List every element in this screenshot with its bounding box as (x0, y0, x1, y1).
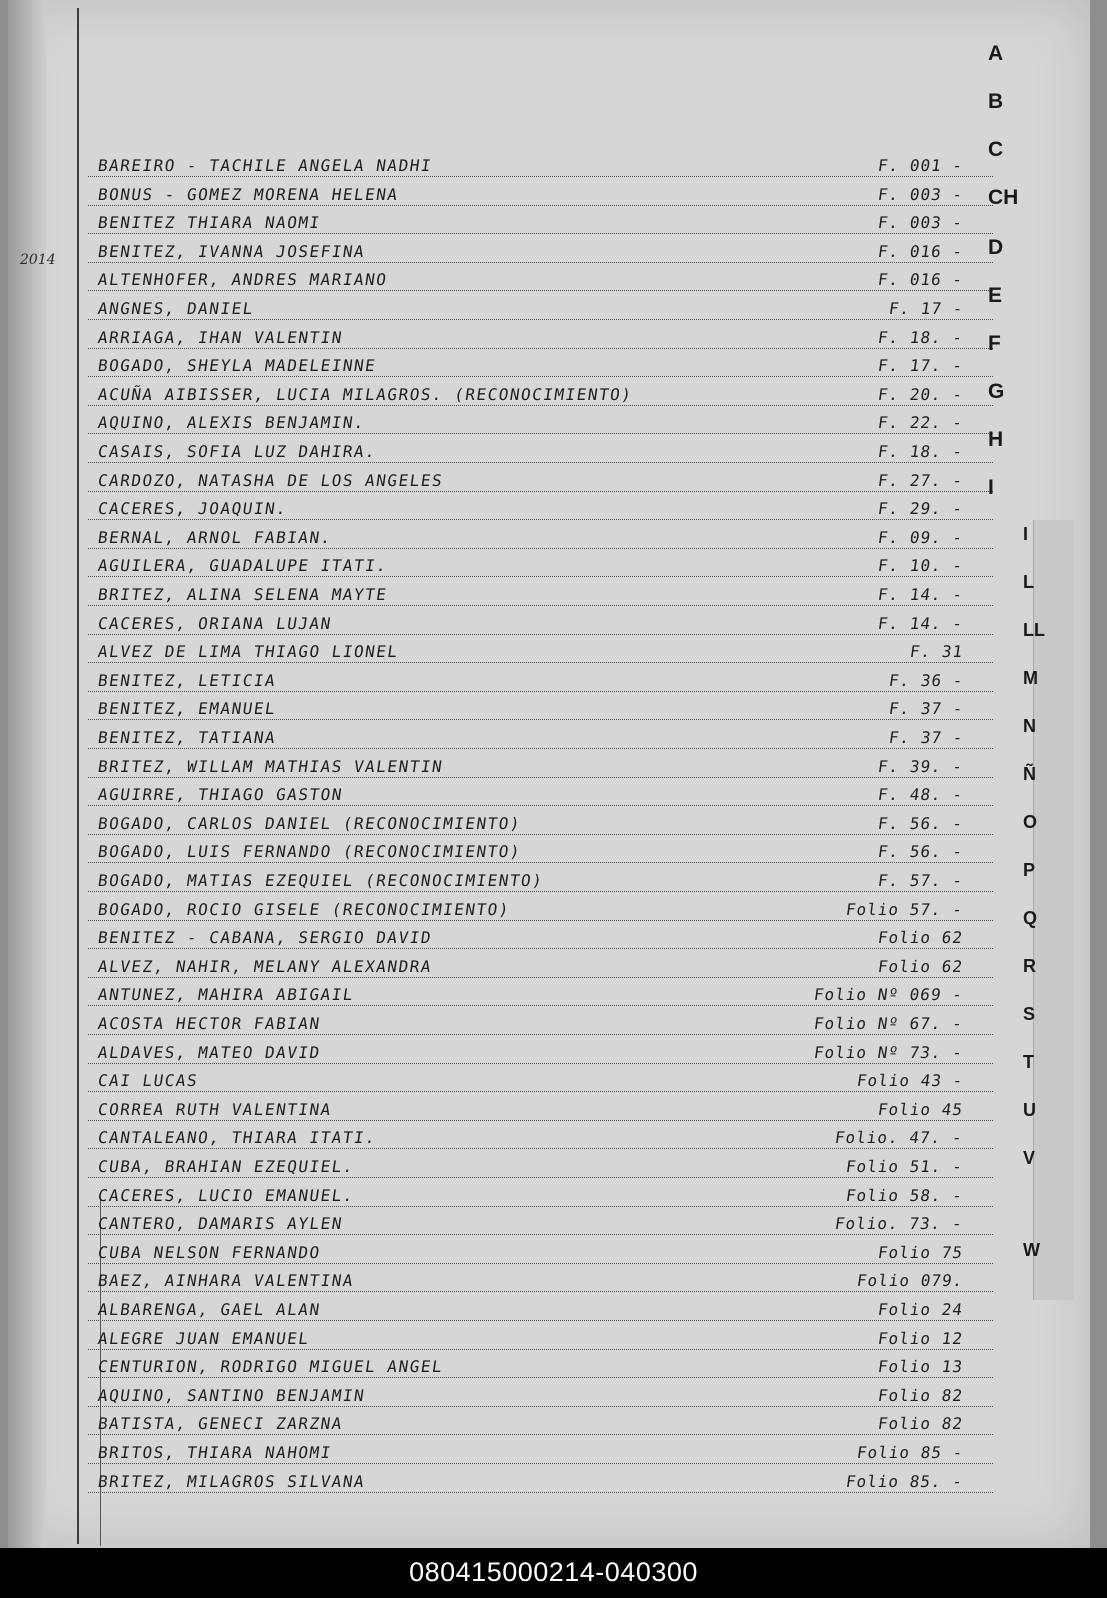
barcode-number: 080415000214-040300 (409, 1557, 698, 1587)
letter-tab[interactable]: LL (1023, 620, 1045, 640)
entry-folio: F. 14. - (876, 585, 965, 604)
margin-note-year: 2014 (20, 252, 56, 268)
ledger-page (8, 0, 1090, 1548)
entry-name: ALEGRE JUAN EMANUEL (96, 1328, 311, 1348)
entry-name: BOGADO, LUIS FERNANDO (RECONOCIMIENTO) (96, 842, 523, 862)
entry-folio: F. 20. - (876, 384, 965, 404)
entry-name: BAREIRO - TACHILE ANGELA NADHI (96, 156, 434, 175)
entry-folio: F. 18. - (876, 327, 965, 347)
entry-name: ALTENHOFER, ANDRES MARIANO (96, 270, 389, 290)
entry-name: BENITEZ, LETICIA (96, 670, 278, 690)
entry-name: CUBA NELSON FERNANDO (96, 1242, 322, 1262)
ledger-row (88, 1237, 993, 1264)
ledger-row (88, 1408, 993, 1435)
ledger-row (88, 150, 993, 177)
entry-folio: Folio 12 (876, 1328, 965, 1348)
letter-tab[interactable]: Ñ (1023, 764, 1036, 784)
entry-folio: Folio 58. - (844, 1185, 965, 1205)
ledger-row (88, 636, 993, 663)
letter-tab[interactable]: D (988, 236, 1004, 259)
entry-name: ANTUNEZ, MAHIRA ABIGAIL (96, 985, 356, 1005)
entry-folio: Folio 24 (876, 1300, 965, 1319)
entry-folio: Folio Nº 069 - (812, 985, 965, 1005)
entry-name: BOGADO, SHEYLA MADELEINNE (96, 356, 378, 376)
entry-folio: F. 39. - (876, 756, 965, 776)
entry-name: CAI LUCAS (96, 1071, 200, 1091)
entry-folio: Folio. 73. - (834, 1214, 965, 1234)
ledger-row (88, 1351, 993, 1378)
letter-tab[interactable]: E (988, 284, 1003, 307)
ledger-row (88, 779, 993, 806)
entry-folio: F. 001 - (876, 156, 965, 175)
ledger-row (88, 808, 993, 835)
ledger-row (88, 865, 993, 892)
letter-tab[interactable]: O (1023, 812, 1038, 832)
letter-tab[interactable]: B (988, 90, 1004, 113)
entry-name: AGUILERA, GUADALUPE ITATI. (96, 556, 389, 576)
ledger-row (88, 1094, 993, 1121)
entry-folio: F. 18. - (876, 442, 965, 461)
letter-tab[interactable]: N (1023, 716, 1036, 736)
entry-folio: Folio 57. - (844, 899, 965, 919)
entry-name: BENITEZ - CABANA, SERGIO DAVID (96, 928, 434, 948)
entry-name: AQUINO, ALEXIS BENJAMIN. (96, 413, 367, 433)
entry-name: ALVEZ, NAHIR, MELANY ALEXANDRA (96, 956, 434, 976)
entry-name: BENITEZ, EMANUEL (96, 699, 278, 719)
entries-list (8, 0, 1090, 1548)
letter-tab[interactable]: V (1023, 1148, 1036, 1168)
ledger-row (88, 1037, 993, 1064)
entry-name: CORREA RUTH VALENTINA (96, 1099, 334, 1119)
ledger-row (88, 1466, 993, 1493)
entry-folio: F. 56. - (876, 813, 965, 833)
ledger-row (88, 665, 993, 692)
ledger-row (88, 751, 993, 778)
ledger-row (88, 379, 993, 406)
ledger-row (88, 179, 993, 206)
entry-folio: Folio 75 (876, 1242, 965, 1262)
entry-name: ACUÑA AIBISSER, LUCIA MILAGROS. (RECONOCIMIENTO) (96, 384, 634, 404)
entry-folio: F. 003 - (876, 184, 965, 204)
ledger-row (88, 979, 993, 1006)
ledger-row (88, 894, 993, 921)
entry-name: BAEZ, AINHARA VALENTINA (96, 1271, 356, 1291)
letter-tab[interactable]: T (1023, 1052, 1034, 1072)
entry-folio: F. 37 - (887, 728, 965, 747)
ledger-row (88, 522, 993, 549)
entry-folio: F. 09. - (876, 527, 965, 547)
entry-name: BRITEZ, WILLAM MATHIAS VALENTIN (96, 756, 445, 776)
entry-name: BOGADO, CARLOS DANIEL (RECONOCIMIENTO) (96, 813, 523, 833)
entry-folio: F. 37 - (887, 699, 965, 719)
entry-name: BONUS - GOMEZ MORENA HELENA (96, 184, 400, 204)
entry-name: CARDOZO, NATASHA DE LOS ANGELES (96, 470, 445, 490)
ledger-row (88, 1065, 993, 1092)
letter-tab[interactable]: S (1023, 1004, 1036, 1024)
entry-name: BRITOS, THIARA NAHOMI (96, 1443, 334, 1462)
ledger-row (88, 1323, 993, 1350)
entry-folio: Folio 45 (876, 1099, 965, 1119)
ledger-row (88, 436, 993, 463)
ledger-row (88, 1151, 993, 1178)
entry-name: BERNAL, ARNOL FABIAN. (96, 527, 334, 547)
letter-tab[interactable]: Q (1023, 908, 1038, 928)
entry-name: CANTERO, DAMARIS AYLEN (96, 1214, 345, 1234)
entry-folio: F. 56. - (876, 842, 965, 862)
entry-name: BENITEZ THIARA NAOMI (96, 213, 322, 233)
entry-name: BENITEZ, IVANNA JOSEFINA (96, 241, 367, 261)
letter-tab[interactable]: P (1023, 860, 1036, 880)
letter-tab[interactable]: A (988, 42, 1004, 65)
letter-tab[interactable]: F (988, 332, 1001, 355)
entry-folio: F. 10. - (876, 556, 965, 576)
entry-name: BRITEZ, MILAGROS SILVANA (96, 1471, 367, 1491)
entry-folio: Folio 51. - (844, 1157, 965, 1176)
entry-folio: Folio 13 (876, 1357, 965, 1377)
letter-tab[interactable]: W (1023, 1240, 1040, 1260)
ledger-row (88, 407, 993, 434)
ledger-row (88, 264, 993, 291)
letter-tab[interactable]: M (1023, 668, 1038, 688)
entry-name: BOGADO, ROCIO GISELE (RECONOCIMIENTO) (96, 899, 512, 919)
entry-folio: F. 48. - (876, 785, 965, 805)
ledger-row (88, 493, 993, 520)
entry-name: CACERES, ORIANA LUJAN (96, 613, 334, 633)
alphabet-index-tabs (988, 0, 1048, 1548)
entry-folio: Folio Nº 73. - (812, 1042, 965, 1062)
ledger-row (88, 608, 993, 635)
entry-folio: F. 17. - (876, 356, 965, 376)
entry-folio: F. 57. - (876, 871, 965, 890)
entry-folio: Folio 62 (876, 956, 965, 976)
ledger-row (88, 322, 993, 349)
entry-name: CACERES, JOAQUIN. (96, 499, 289, 519)
entry-folio: Folio Nº 67. - (812, 1014, 965, 1033)
entry-folio: Folio 82 (876, 1414, 965, 1434)
entry-name: CUBA, BRAHIAN EZEQUIEL. (96, 1157, 356, 1176)
ledger-row (88, 922, 993, 949)
ledger-row (88, 1294, 993, 1321)
entry-folio: F. 22. - (876, 413, 965, 433)
entry-folio: F. 003 - (876, 213, 965, 233)
ledger-row (88, 836, 993, 863)
entry-name: ANGNES, DANIEL (96, 299, 256, 318)
entry-name: BATISTA, GENECI ZARZNA (96, 1414, 345, 1434)
ledger-row (88, 207, 993, 234)
entry-folio: F. 016 - (876, 270, 965, 290)
entry-name: CENTURION, RODRIGO MIGUEL ANGEL (96, 1357, 445, 1377)
barcode-footer (0, 1548, 1107, 1598)
ledger-row (88, 550, 993, 577)
entry-name: CANTALEANO, THIARA ITATI. (96, 1128, 378, 1148)
entry-name: AQUINO, SANTINO BENJAMIN (96, 1385, 367, 1405)
letter-tab[interactable]: CH (988, 186, 1019, 209)
entry-name: ARRIAGA, IHAN VALENTIN (96, 327, 345, 347)
letter-tab[interactable]: U (1023, 1100, 1036, 1120)
entry-folio: Folio 85 - (855, 1443, 965, 1462)
ledger-row (88, 722, 993, 749)
entry-folio: F. 36 - (887, 670, 965, 690)
ledger-row (88, 1180, 993, 1207)
entry-folio: F. 17 - (887, 299, 965, 318)
entry-name: AGUIRRE, THIAGO GASTON (96, 785, 345, 805)
letter-tab[interactable]: H (988, 428, 1004, 451)
entry-folio: F. 14. - (876, 613, 965, 633)
ledger-row (88, 693, 993, 720)
entry-folio: F. 29. - (876, 499, 965, 519)
letter-tab[interactable]: I (988, 476, 994, 499)
ledger-row (88, 1208, 993, 1235)
entry-name: CASAIS, SOFIA LUZ DAHIRA. (96, 442, 378, 461)
letter-tab[interactable]: R (1023, 956, 1036, 976)
entry-folio: Folio 85. - (844, 1471, 965, 1491)
ledger-row (88, 1008, 993, 1035)
ledger-row (88, 236, 993, 263)
entry-folio: F. 31 (908, 642, 965, 662)
ledger-row (88, 1437, 993, 1464)
ledger-row (88, 951, 993, 978)
entry-name: ALDAVES, MATEO DAVID (96, 1042, 322, 1062)
entry-name: ALBARENGA, GAEL ALAN (96, 1300, 322, 1319)
ledger-row (88, 579, 993, 606)
letter-tab[interactable]: I (1023, 524, 1029, 544)
entry-folio: Folio 62 (876, 928, 965, 948)
entry-name: BRITEZ, ALINA SELENA MAYTE (96, 585, 389, 604)
entry-folio: F. 016 - (876, 241, 965, 261)
entry-name: BENITEZ, TATIANA (96, 728, 278, 747)
entry-folio: Folio 079. (855, 1271, 965, 1291)
ledger-row (88, 1122, 993, 1149)
letter-tab[interactable]: L (1023, 572, 1034, 592)
entry-name: CACERES, LUCIO EMANUEL. (96, 1185, 356, 1205)
entry-folio: Folio. 47. - (834, 1128, 965, 1148)
ledger-row (88, 350, 993, 377)
letter-tab[interactable]: C (988, 138, 1004, 161)
ledger-row (88, 293, 993, 320)
ledger-row (88, 465, 993, 492)
letter-tab[interactable]: G (988, 380, 1005, 403)
entry-folio: Folio 43 - (855, 1071, 965, 1091)
entry-folio: F. 27. - (876, 470, 965, 490)
entry-name: ALVEZ DE LIMA THIAGO LIONEL (96, 642, 400, 662)
ledger-row (88, 1380, 993, 1407)
ledger-row (88, 1265, 993, 1292)
entry-name: BOGADO, MATIAS EZEQUIEL (RECONOCIMIENTO) (96, 871, 545, 890)
entry-folio: Folio 82 (876, 1385, 965, 1405)
entry-name: ACOSTA HECTOR FABIAN (96, 1014, 322, 1033)
